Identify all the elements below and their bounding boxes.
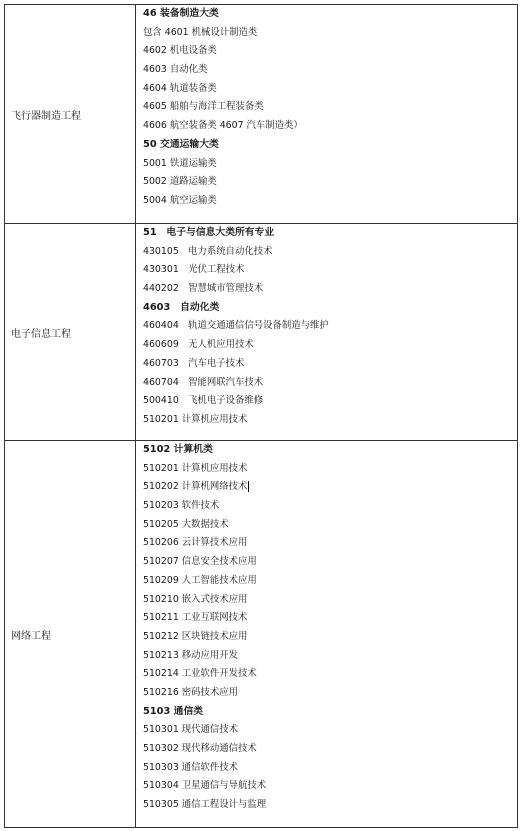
program-line: 510212 区块链技术应用 (143, 630, 248, 642)
program-line: 460704 智能网联汽车技术 (143, 376, 264, 388)
category-heading: 5102 计算机类 (143, 444, 213, 455)
category-heading: 4603 自动化类 (143, 301, 220, 313)
program-line: 4605 船舶与海洋工程装备类 (143, 101, 264, 113)
program-line: 510213 移动应用开发 (143, 649, 239, 661)
program-line: 440202 智慧城市管理技术 (143, 283, 264, 295)
program-line: 5002 道路运输类 (143, 176, 217, 188)
related-programs-cell (136, 441, 518, 828)
program-line: 5004 航空运输类 (143, 194, 217, 206)
category-heading: 5103 通信类 (143, 705, 204, 717)
program-line: 510203 软件技术 (143, 500, 220, 512)
major-name-cell: 电子信息工程 (5, 224, 136, 441)
program-line-text: 510202 计算机网络技术 (143, 481, 248, 493)
related-programs-cell (136, 224, 518, 441)
program-line: 460404 轨道交通通信信号设备制造与维护 (143, 320, 329, 332)
program-line: 510205 大数据技术 (143, 518, 229, 530)
category-heading: 51 电子与信息大类所有专业 (143, 227, 275, 238)
program-line: 510201 计算机应用技术 (143, 413, 248, 425)
program-line: 510210 嵌入式技术应用 (143, 593, 248, 605)
table-row (5, 441, 518, 828)
program-line: 510303 通信软件技术 (143, 761, 239, 773)
program-line: 460609 无人机应用技术 (143, 339, 254, 351)
program-line: 510216 密码技术应用 (143, 686, 239, 698)
program-line[interactable] (143, 478, 517, 497)
program-line: 430301 光伏工程技术 (143, 264, 245, 276)
program-line: 500410 飞机电子设备维修 (143, 395, 264, 407)
program-line: 包含 4601 机械设计制造类 (143, 26, 258, 38)
program-line: 510209 人工智能技术应用 (143, 574, 257, 586)
program-line: 510211 工业互联网技术 (143, 612, 248, 624)
majors-table-body (5, 5, 518, 828)
program-line: 510305 通信工程设计与监理 (143, 799, 267, 811)
program-line: 510214 工业软件开发技术 (143, 668, 257, 680)
program-line: 510304 卫星通信与导航技术 (143, 780, 267, 792)
program-line: 4602 机电设备类 (143, 45, 217, 57)
table-row (5, 224, 518, 441)
program-line: 430105 电力系统自动化技术 (143, 245, 273, 257)
text-cursor (248, 481, 249, 492)
program-line: 510201 计算机应用技术 (143, 462, 248, 474)
program-line: 4603 自动化类 (143, 64, 208, 76)
related-programs-cell (136, 5, 518, 224)
program-line: 460703 汽车电子技术 (143, 357, 245, 369)
table-row (5, 5, 518, 224)
major-name-cell: 飞行器制造工程 (5, 5, 136, 224)
program-line: 4606 航空装备类 4607 汽车制造类） (143, 120, 303, 132)
category-heading: 50 交通运输大类 (143, 138, 219, 150)
major-name-cell: 网络工程 (5, 441, 136, 828)
program-line: 4604 轨道装备类 (143, 82, 217, 94)
program-line: 510301 现代通信技术 (143, 724, 239, 736)
program-line: 510206 云计算技术应用 (143, 537, 248, 549)
majors-table (4, 4, 518, 828)
program-line: 5001 铁道运输类 (143, 157, 217, 169)
program-line: 510302 现代移动通信技术 (143, 743, 257, 754)
category-heading: 46 装备制造大类 (143, 8, 219, 19)
program-line: 510207 信息安全技术应用 (143, 556, 257, 568)
